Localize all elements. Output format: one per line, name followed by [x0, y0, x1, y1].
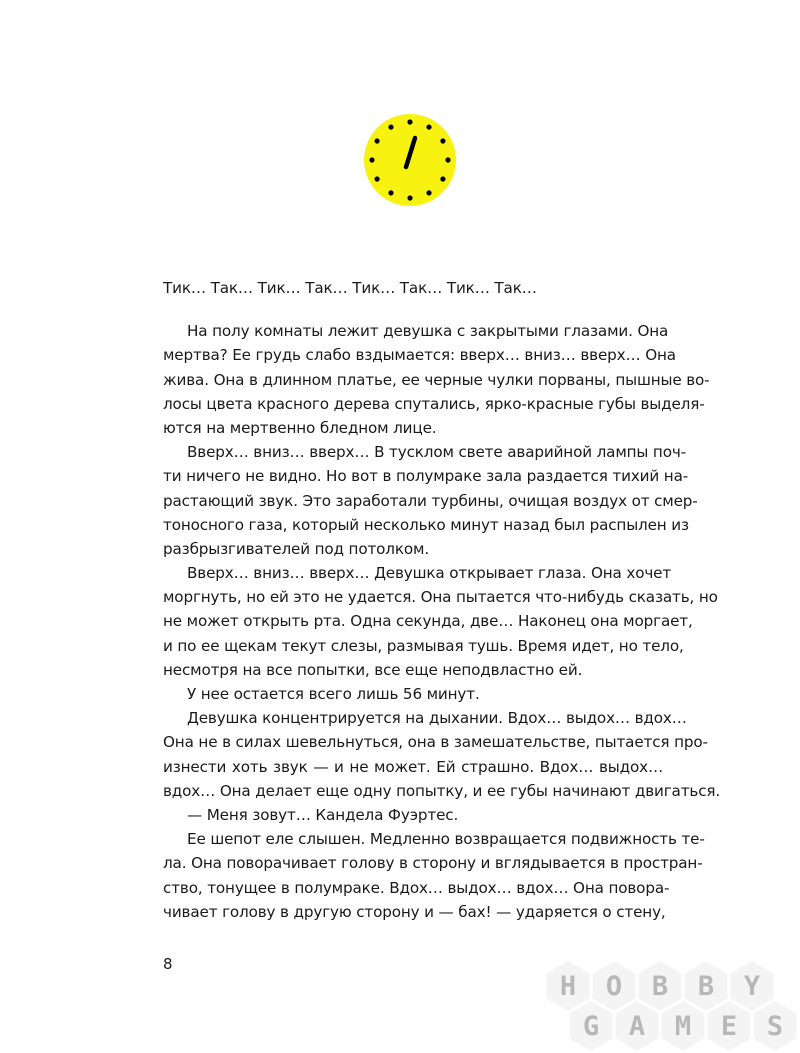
watermark-letter: A: [628, 1011, 646, 1042]
text-line: Она не в силах шевельнуться, она в замешательстве, пытается про-: [163, 733, 708, 752]
clock-hour-dot: [388, 124, 393, 129]
watermark-letter: O: [605, 971, 623, 1002]
text-line: жива. Она в длинном платье, ее черные чулки порваны, пышные во-: [163, 370, 710, 389]
text-line: не может открыть рта. Одна секунда, две… Наконец она моргает,: [163, 612, 693, 631]
text-line: изнести хоть звук — и не может. Ей страшно. Вдох… выдох…: [163, 757, 663, 776]
watermark-letter: B: [697, 971, 715, 1002]
text-line: тоносного газа, который несколько минут назад был распылен из: [163, 515, 689, 534]
paragraph: [163, 706, 721, 803]
clock-hour-dot: [388, 190, 393, 195]
text-line: — Меня зовут… Кандела Фуэртес.: [187, 805, 459, 824]
paragraph: [163, 319, 710, 440]
clock-illustration: [363, 113, 457, 207]
watermark-letter: B: [651, 971, 669, 1002]
clock-hour-dot: [440, 138, 445, 143]
text-line: ла. Она поворачивает голову в сторону и вглядывается в простран-: [163, 854, 703, 873]
text-line: несмотря на все попытки, все еще неподвластно ей.: [163, 660, 583, 679]
watermark-letter: H: [559, 971, 577, 1002]
clock-hour-dot: [369, 157, 374, 162]
text-line: Ее шепот еле слышен. Медленно возвращается подвижность те-: [187, 830, 705, 849]
watermark-letter: G: [582, 1011, 600, 1042]
clock-hour-dot: [426, 124, 431, 129]
text-line: ются на мертвенно бледном лице.: [163, 418, 437, 437]
text-line: разбрызгивателей под потолком.: [163, 539, 430, 558]
hobby-games-watermark: [540, 958, 800, 1053]
text-line: На полу комнаты лежит девушка с закрытыми глазами. Она: [187, 322, 669, 341]
paragraph: [163, 827, 705, 924]
text-line: Вверх… вниз… вверх… Девушка открывает глаза. Она хочет: [187, 564, 672, 583]
text-line: ти ничего не видно. Но вот в полумраке зала раздается тихий на-: [163, 467, 689, 486]
text-line: и по ее щекам текут слезы, размывая тушь. Время идет, но тело,: [163, 636, 684, 655]
text-line: ство, тонущее в полумраке. Вдох… выдох… вдох… Она повора-: [163, 878, 670, 897]
clock-hour-dot: [374, 138, 379, 143]
body-text: [163, 276, 721, 924]
text-line: Девушка концентрируется на дыхании. Вдох… выдох… вдох…: [187, 709, 687, 728]
clock-hour-dot: [407, 195, 412, 200]
text-line: чивает голову в другую сторону и — бах! — ударяется о стену,: [163, 902, 666, 921]
page-number: 8: [163, 955, 173, 973]
clock-hour-dot: [445, 157, 450, 162]
text-line: растающий звук. Это заработали турбины, очищая воздух от смер-: [163, 491, 698, 510]
clock-hour-dot: [440, 176, 445, 181]
text-line: У нее остается всего лишь 56 минут.: [187, 685, 480, 704]
clock-hour-dot: [426, 190, 431, 195]
clock-hour-dot: [374, 176, 379, 181]
paragraph: [163, 682, 663, 706]
paragraphs: [163, 319, 721, 924]
text-line: лосы цвета красного дерева спутались, ярко-красные губы выделя-: [163, 394, 705, 413]
tiktak-line: Тик… Так… Тик… Так… Тик… Так… Тик… Так…: [163, 279, 537, 297]
watermark-letter: E: [720, 1011, 738, 1042]
paragraph: [163, 440, 698, 561]
paragraph: [163, 561, 718, 682]
clock-hour-dot: [407, 119, 412, 124]
watermark-row-2: [569, 1000, 798, 1052]
text-line: мертва? Ее грудь слабо вздымается: вверх… вниз… вверх… Она: [163, 346, 676, 365]
paragraph: [163, 803, 663, 827]
watermark-row-1: [546, 960, 775, 1012]
watermark-letter: Y: [743, 971, 761, 1002]
watermark-letter: M: [674, 1011, 692, 1042]
watermark-letter: S: [766, 1011, 784, 1042]
text-line: Вверх… вниз… вверх… В тусклом свете аварийной лампы поч-: [187, 443, 687, 462]
text-line: моргнуть, но ей это не удается. Она пытается что-нибудь сказать, но: [163, 588, 718, 607]
text-line: вдох… Она делает еще одну попытку, и ее губы начинают двигаться.: [163, 781, 721, 800]
